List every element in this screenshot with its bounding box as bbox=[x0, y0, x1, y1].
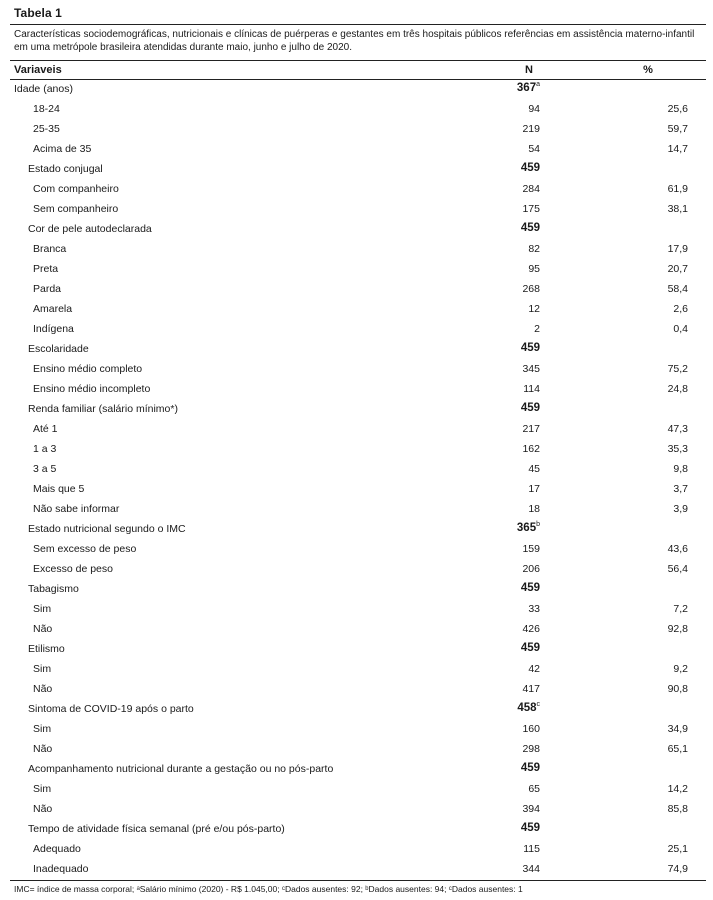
row-n-value: 162 bbox=[522, 443, 540, 455]
row-percent: 75,2 bbox=[667, 363, 688, 375]
row-n-value: 459 bbox=[520, 762, 540, 774]
row-label: Não bbox=[33, 683, 53, 695]
row-n bbox=[470, 263, 540, 275]
table-row bbox=[0, 440, 713, 460]
row-n bbox=[470, 663, 540, 675]
table-row bbox=[0, 380, 713, 400]
row-n-value: 206 bbox=[522, 563, 540, 575]
row-n bbox=[470, 283, 540, 295]
row-label: Sim bbox=[33, 663, 52, 675]
row-n-value: 417 bbox=[522, 683, 540, 695]
row-percent: 65,1 bbox=[667, 743, 688, 755]
row-label: 1 a 3 bbox=[33, 443, 57, 455]
table-row bbox=[0, 100, 713, 120]
row-percent: 74,9 bbox=[667, 863, 688, 875]
table-row bbox=[0, 420, 713, 440]
table-row bbox=[0, 660, 713, 680]
row-percent: 9,2 bbox=[673, 663, 688, 675]
row-n bbox=[470, 702, 540, 714]
row-label: Ensino médio incompleto bbox=[33, 383, 151, 395]
row-n-value: 394 bbox=[522, 803, 540, 815]
row-n-value: 344 bbox=[522, 863, 540, 875]
row-percent: 17,9 bbox=[667, 243, 688, 255]
row-n bbox=[470, 603, 540, 615]
table-row bbox=[0, 280, 713, 300]
row-label: Parda bbox=[33, 283, 62, 295]
table-row bbox=[0, 800, 713, 820]
row-n bbox=[470, 623, 540, 635]
row-n-value: 95 bbox=[528, 263, 540, 275]
row-n-value: 367 bbox=[516, 82, 537, 94]
row-label: Estado conjugal bbox=[28, 163, 103, 175]
row-label: Até 1 bbox=[33, 423, 58, 435]
row-n-value: 459 bbox=[520, 342, 540, 354]
row-n-superscript: c bbox=[536, 701, 540, 708]
row-percent: 14,7 bbox=[667, 143, 688, 155]
row-n bbox=[470, 762, 540, 774]
table-row bbox=[0, 360, 713, 380]
row-n-value: 459 bbox=[520, 822, 540, 834]
table-label: Tabela 1 bbox=[14, 6, 62, 20]
row-n-superscript: a bbox=[536, 81, 540, 88]
row-percent: 47,3 bbox=[667, 423, 688, 435]
row-n bbox=[470, 743, 540, 755]
row-label: Sintoma de COVID-19 após o parto bbox=[28, 703, 194, 715]
table-row bbox=[0, 300, 713, 320]
row-n bbox=[470, 103, 540, 115]
row-n-value: 114 bbox=[523, 383, 540, 395]
header-percent: % bbox=[643, 64, 653, 76]
row-n bbox=[470, 323, 540, 335]
row-n bbox=[470, 843, 540, 855]
row-n bbox=[470, 402, 540, 414]
row-n-value: 459 bbox=[520, 222, 540, 234]
row-n bbox=[470, 503, 540, 515]
table-header-row bbox=[0, 62, 713, 78]
row-n-value: 2 bbox=[534, 323, 540, 335]
row-percent: 3,7 bbox=[673, 483, 688, 495]
table-row bbox=[0, 540, 713, 560]
row-n bbox=[470, 543, 540, 555]
row-label: 25-35 bbox=[33, 123, 60, 135]
row-percent: 85,8 bbox=[667, 803, 688, 815]
table-caption: Características sociodemográficas, nutricionais e clínicas de puérperas e gestantes em três hospitais públicos referências em assistência materno-infantil em uma metrópole brasileira atendidas durante maio, junho e julho de 2020. bbox=[14, 29, 695, 53]
table-group-row bbox=[0, 700, 713, 720]
row-label: Sim bbox=[33, 783, 52, 795]
row-label: Tempo de atividade física semanal (pré e/ou pós-parto) bbox=[28, 823, 285, 835]
row-percent: 58,4 bbox=[667, 283, 688, 295]
row-n bbox=[470, 483, 540, 495]
row-n bbox=[470, 582, 540, 594]
table-row bbox=[0, 720, 713, 740]
table-row bbox=[0, 860, 713, 880]
row-label: Estado nutricional segundo o IMC bbox=[28, 523, 186, 535]
row-n-value: 219 bbox=[522, 123, 540, 135]
row-n-value: 54 bbox=[528, 143, 540, 155]
row-n-value: 33 bbox=[528, 603, 540, 615]
row-label: 18-24 bbox=[33, 103, 60, 115]
table-row bbox=[0, 620, 713, 640]
row-n bbox=[470, 183, 540, 195]
row-percent: 24,8 bbox=[667, 383, 688, 395]
row-label: Preta bbox=[33, 263, 59, 275]
row-n-value: 12 bbox=[528, 303, 540, 315]
row-percent: 35,3 bbox=[667, 443, 688, 455]
header-top-rule bbox=[10, 60, 706, 61]
row-n bbox=[470, 423, 540, 435]
table-group-row bbox=[0, 520, 713, 540]
row-n-value: 175 bbox=[522, 203, 540, 215]
row-label: Não bbox=[33, 803, 53, 815]
row-n-value: 426 bbox=[522, 623, 540, 635]
row-n-value: 65 bbox=[528, 783, 540, 795]
row-label: Sim bbox=[33, 603, 52, 615]
row-percent: 25,1 bbox=[667, 843, 688, 855]
row-percent: 14,2 bbox=[667, 783, 688, 795]
table-row bbox=[0, 120, 713, 140]
row-label: Mais que 5 bbox=[33, 483, 85, 495]
row-n-value: 45 bbox=[528, 463, 540, 475]
row-percent: 25,6 bbox=[667, 103, 688, 115]
row-n bbox=[470, 243, 540, 255]
table-row bbox=[0, 480, 713, 500]
table-row bbox=[0, 500, 713, 520]
table-row bbox=[0, 780, 713, 800]
table-row bbox=[0, 840, 713, 860]
table-group-row bbox=[0, 400, 713, 420]
row-n bbox=[470, 822, 540, 834]
row-n-value: 160 bbox=[522, 723, 540, 735]
row-percent: 20,7 bbox=[667, 263, 688, 275]
row-label: Acompanhamento nutricional durante a gestação ou no pós-parto bbox=[28, 763, 334, 775]
row-label: Renda familiar (salário mínimo*) bbox=[28, 403, 178, 415]
row-n-value: 365 bbox=[516, 522, 537, 534]
row-n-value: 284 bbox=[522, 183, 540, 195]
row-percent: 7,2 bbox=[673, 603, 688, 615]
row-n-value: 459 bbox=[520, 162, 540, 174]
row-n bbox=[470, 642, 540, 654]
row-n-value: 115 bbox=[523, 843, 540, 855]
row-n-value: 217 bbox=[522, 423, 540, 435]
row-n bbox=[470, 683, 540, 695]
row-label: Não bbox=[33, 623, 53, 635]
row-percent: 43,6 bbox=[667, 543, 688, 555]
row-label: Excesso de peso bbox=[33, 563, 113, 575]
bottom-rule bbox=[10, 880, 706, 881]
row-label: Branca bbox=[33, 243, 67, 255]
row-n-value: 459 bbox=[520, 582, 540, 594]
row-label: Com companheiro bbox=[33, 183, 119, 195]
row-n bbox=[470, 383, 540, 395]
row-n bbox=[470, 82, 540, 94]
row-label: Escolaridade bbox=[28, 343, 89, 355]
row-n bbox=[470, 303, 540, 315]
row-n-value: 298 bbox=[522, 743, 540, 755]
table-row bbox=[0, 740, 713, 760]
table-row bbox=[0, 680, 713, 700]
row-n-value: 94 bbox=[528, 103, 540, 115]
row-n bbox=[470, 563, 540, 575]
row-percent: 34,9 bbox=[667, 723, 688, 735]
row-percent: 90,8 bbox=[667, 683, 688, 695]
row-label: Acima de 35 bbox=[33, 143, 92, 155]
row-percent: 9,8 bbox=[673, 463, 688, 475]
row-n-value: 18 bbox=[528, 503, 540, 515]
header-n: N bbox=[525, 64, 533, 76]
row-n bbox=[470, 443, 540, 455]
row-n-value: 459 bbox=[520, 402, 540, 414]
row-n bbox=[470, 143, 540, 155]
row-label: Sem companheiro bbox=[33, 203, 119, 215]
table-row bbox=[0, 600, 713, 620]
row-label: Sem excesso de peso bbox=[33, 543, 137, 555]
row-n-value: 268 bbox=[522, 283, 540, 295]
row-label: Tabagismo bbox=[28, 583, 79, 595]
table-row bbox=[0, 460, 713, 480]
row-label: Sim bbox=[33, 723, 52, 735]
table-footnote: IMC= índice de massa corporal; ᵃSalário mínimo (2020) - R$ 1.045,00; ᶜDados ausentes: 92; ᵇDados ausentes: 94; ᶜDados ausentes: 1 bbox=[14, 884, 523, 894]
row-n bbox=[470, 222, 540, 234]
row-percent: 56,4 bbox=[667, 563, 688, 575]
row-percent: 92,8 bbox=[667, 623, 688, 635]
table-row bbox=[0, 240, 713, 260]
row-label: Idade (anos) bbox=[14, 83, 73, 95]
row-n-value: 42 bbox=[528, 663, 540, 675]
row-n bbox=[470, 162, 540, 174]
row-label: 3 a 5 bbox=[33, 463, 57, 475]
top-rule bbox=[10, 24, 706, 25]
row-label: Não sabe informar bbox=[33, 503, 120, 515]
row-n bbox=[470, 522, 540, 534]
row-percent: 61,9 bbox=[667, 183, 688, 195]
row-label: Inadequado bbox=[33, 863, 89, 875]
table-group-row bbox=[0, 580, 713, 600]
row-label: Amarela bbox=[33, 303, 73, 315]
table-row bbox=[0, 320, 713, 340]
row-n bbox=[470, 783, 540, 795]
row-n bbox=[470, 203, 540, 215]
row-percent: 2,6 bbox=[673, 303, 688, 315]
row-percent: 3,9 bbox=[673, 503, 688, 515]
table-group-row bbox=[0, 80, 713, 100]
row-n bbox=[470, 342, 540, 354]
table-group-row bbox=[0, 340, 713, 360]
row-label: Não bbox=[33, 743, 53, 755]
header-variable: Variaveis bbox=[14, 64, 62, 76]
table-group-row bbox=[0, 640, 713, 660]
row-n-superscript: b bbox=[536, 521, 540, 528]
row-label: Ensino médio completo bbox=[33, 363, 143, 375]
row-label: Cor de pele autodeclarada bbox=[28, 223, 152, 235]
table-row bbox=[0, 200, 713, 220]
table-group-row bbox=[0, 760, 713, 780]
table-group-row bbox=[0, 160, 713, 180]
row-label: Indígena bbox=[33, 323, 74, 335]
row-percent: 0,4 bbox=[673, 323, 688, 335]
table-row bbox=[0, 180, 713, 200]
table-row bbox=[0, 140, 713, 160]
row-label: Adequado bbox=[33, 843, 81, 855]
table-group-row bbox=[0, 820, 713, 840]
row-n bbox=[470, 363, 540, 375]
row-n-value: 82 bbox=[528, 243, 540, 255]
row-label: Etilismo bbox=[28, 643, 65, 655]
row-n-value: 159 bbox=[522, 543, 540, 555]
row-n-value: 17 bbox=[528, 483, 540, 495]
table-row bbox=[0, 560, 713, 580]
row-percent: 38,1 bbox=[667, 203, 688, 215]
row-n bbox=[470, 723, 540, 735]
row-percent: 59,7 bbox=[667, 123, 688, 135]
row-n-value: 345 bbox=[522, 363, 540, 375]
row-n-value: 459 bbox=[520, 642, 540, 654]
table-row bbox=[0, 260, 713, 280]
row-n-value: 458 bbox=[517, 702, 537, 714]
row-n bbox=[470, 463, 540, 475]
table-group-row bbox=[0, 220, 713, 240]
row-n bbox=[470, 863, 540, 875]
row-n bbox=[470, 123, 540, 135]
row-n bbox=[470, 803, 540, 815]
